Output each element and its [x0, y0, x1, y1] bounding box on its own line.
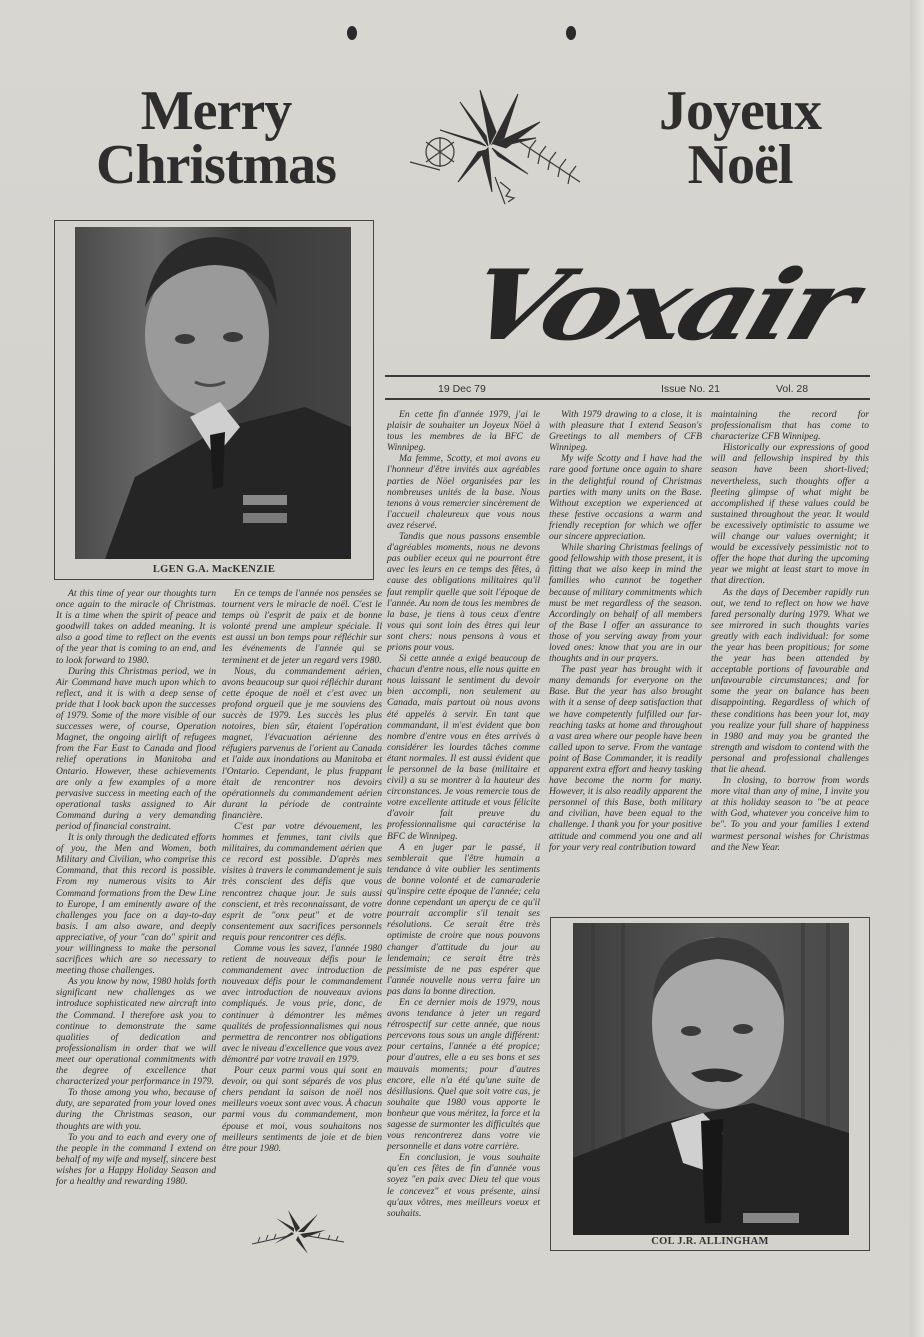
volume-number: Vol. 28 [776, 383, 809, 395]
article-paragraph: Pour ceux parmi vous qui sont en devoir, ou qui sont séparés de vos plus chers pendant la saison de noël nos meilleurs voeux sont avec vous. À chacun parmi vous du commandement, mon épouse et moi, vous souhaitons nos meilleurs sentiments de joie et de bien être pour 1980. [222, 1065, 382, 1154]
greeting-french-line2: Noël [687, 134, 793, 196]
photo-frame-mackenzie [54, 220, 374, 580]
article-paragraph: Tandis que nous passons ensemble d'agréables moments, nous ne devons pas oublier eceux qui ne pourront être avec les leurs en ce temps des fêtes, à cause des obligations militaires qu'il faut remplir quelle que soit l'époque de l'année. Au nom de tous les membres de la base, je tiens à tous ceux d'entre vous qui sont loin des êtres qui leur sont chers: nous pensons à vous et prions pour vous. [387, 531, 540, 653]
page-edge [910, 0, 924, 1337]
portrait-photo [573, 923, 849, 1235]
article-paragraph: En ce dernier mois de 1979, nous avons tendance à jeter un regard rétrospectif sur cette année, que nous percevons tous sous un angle différent: pour certains, l'année a été propice; pour d'autres, elle a eu ses bons et ses mauvais moments; pour d'autres encore, elle n'a été qu'une suite de désillusions. Quel que soit votre cas, je souhaite que 1980 vous apporte le bonheur que vous méritez, la force et la sagesse de surmonter les difficultés que vous rencontrerez dans votre vie personnelle et dans votre carrière. [387, 996, 540, 1153]
portrait-photo [75, 227, 351, 559]
article-paragraph: During this Christmas period, we in Air Command have much upon which to reflect, and it is with a deep sense of pride that I look back upon the successes of 1979. Some of the more visible of our successes were, of course, Operation Magnet, the ongoing airlift of refugees from the Far East to Canada and flood relief operations in Manitoba and Ontario. However, these achievements are only a few examples of a more pervasive success in meeting each of the operational tasks assigned to Air Command during a very demanding period of financial constraint. [56, 665, 216, 832]
greeting-french [640, 80, 840, 196]
article-mackenzie-french [222, 588, 382, 1154]
portrait-image-mackenzie [75, 227, 351, 559]
punch-hole [566, 26, 576, 40]
article-paragraph: To you and to each and every one of the people in the command I extend on behalf of my wife and myself, sincere best wishes for a Happy Holiday Season and for a healthy and rewarding 1980. [56, 1131, 216, 1187]
photo-caption: LGEN G.A. MacKENZIE [152, 564, 276, 575]
greeting-french-line1: Joyeux [659, 80, 821, 142]
article-paragraph: Comme vous les savez, l'année 1980 retient de nouveaux défis pour le commandement avec introduction de nouveaux défis pour le commandement avec introduction de nouveaux avions compliqués. Je vous prie, donc, de continuer à démontrer les mêmes qualités de professionnalismes qui nous permettra de rencontrer nos obligations avec le niveau d'excellence que vous avez démontré par votre travail en 1979. [222, 943, 382, 1065]
issue-date: 19 Dec 79 [438, 383, 486, 395]
article-paragraph: As you know by now, 1980 holds forth significant new challenges as we introduce sophisticated new aircraft into the Command. I therefore ask you to continue to demonstrate the same qualities of dedication and professionalism in order that we will meet our operational commitments with the degree of excellence that characterized your performance in 1979. [56, 976, 216, 1088]
article-paragraph: My wife Scotty and I have had the rare good fortune once again to share in the delightful round of Christmas parties with many units on the Base. Without exception we experienced at these festive occasions a warm and friendly reception for which we offer our sincere appreciation. [549, 453, 702, 543]
masthead [410, 222, 866, 367]
article-paragraph: Nous, du commandement aérien, avons beaucoup sur quoi réfléchir durant cette époque de noël et c'est avec un profond orgueil que je me souviens des succès de 1979. Les succès les plus notoires, bien sûr, étaient l'opération magnet, l'évacuation aérienne des réfugiers parvenus de l'orient au Canada et l'aide aux inondations au Manitoba et l'Ontario. Cependant, le plus frappant était de rencontrer nos devoirs opérationnels du commandement aérien durant la période de contrainte financière. [222, 665, 382, 821]
article-paragraph: En conclusion, je vous souhaite qu'en ces fêtes de fin d'année vous soyez "en paix avec Dieu tel que vous le concevez" et vous présente, ainsi qu'aux vôtres, mes meilleurs voeux et souhaits. [387, 1152, 540, 1219]
punch-hole [347, 26, 357, 40]
masthead-title: Voxair [451, 248, 866, 363]
article-paragraph: While sharing Christmas feelings of good fellowship with those present, it is fitting that we also keep in mind the families who cannot be together because of military commitments which must be met regardless of the season. Accordingly on behalf of all members of the Base I offer an assurance to those of you serving away from your loved ones: know that you are in our thoughts and in our prayers. [549, 542, 702, 665]
masthead-rule-top [385, 375, 870, 377]
photo-frame-allingham [550, 917, 870, 1251]
article-paragraph: The past year has brought with it many demands for everyone on the Base. But the year has also brought with it a sense of deep satisfaction that we have competently fulfilled our far-reaching tasks at home and throughout a vast area where our people have been called upon to serve. From the vantage point of Base Commander, it is readily apparent extra effort and heavy tasking have become the norm for many. However, it is also readily apparent the personnel of this Base, both military and civilian, have been equal to the challenge. I thank you for your positive attitude and commend you one and all for your very real contribution toward [549, 664, 702, 853]
greeting-english-line1: Merry [140, 80, 292, 142]
greeting-english [86, 80, 346, 196]
article-paragraph: En ce temps de l'année nos pensées se tournent vers le miracle de noël. C'est le temps où l'esprit de paix et de bonne volonté prend une ampleur spéciale. Il est aussi un bon temps pour réfléchir sur les événements de l'année qui se terminent et de jeter un regard vers 1980. [222, 588, 382, 666]
issue-number: Issue No. 21 [661, 383, 720, 395]
article-paragraph: C'est par votre dévouement, les hommes et femmes, tant civils que militaires, du commandement aérien que ce record est possible. D'après mes visites à travers le commandement je suis très conscient des défis que vous rencontrez chaque jour. Je suis aussi conscient, et très reconnaissant, de votre esprit de "onx peut" et de votre consentement aux sacrifices personnels requis pour rencontrer ces défis. [222, 820, 382, 943]
article-paragraph: Si cette année a exigé beaucoup de chacun d'entre nous, elle nous quitte en nous laissant le sentiment du devoir bien accompli, non seulement au Canada, mais partout où nous avons été appelés à servir. En tant que commandant, il m'est évident que bon nombre d'entre vous en êtes arrivés à considérer les lourdes tâches comme étant normales. Il est aussi évident que le personnel de la base (militaire et civil) a su se montrer à la hauteur des circonstances. Je vous remercie tous de votre excellente attitude et vous félicite d'avoir fait preuve du professionnalisme qui caractérise la BFC de Winnipeg. [387, 653, 540, 842]
article-paragraph: As the days of December rapidly run out, we tend to reflect on how we have fared personally during 1979. What we see mirrored in such thoughts varies greatly with each individual: for some the year has been propitious; for some the year has been attended by acceptable portions of favourable and unfavourable circumstances; and for some the year on balance has been disappointing. Regardless of which of these conditions has been your lot, may you realize your full share of happiness in 1980 and may you be granted the strength and wisdom to contend with the personal and professional challenges that lie ahead. [711, 586, 869, 775]
article-paragraph: At this time of year our thoughts turn once again to the miracle of Christmas. It is a time when the spirit of peace and goodwill takes on added meaning. It is also a good time to reflect on the events of the year that is coming to an end, and to look forward to 1980. [56, 588, 216, 666]
article-paragraph: A en juger par le passé, il semblerait que l'être humain a tendance à vite oublier les sentiments de bonne volonté et de camaraderie qu'inspire cette époque de l'année; cela donne cependant un aperçu de ce qu'il pourrait accomplir s'il tenait ses résolutions. Ce serait être très optimiste de croire que nous pouvons changer d'attitude du jour au lendemain; ce serait être très pessimiste de ne pas espérer que l'année nouvelle nous verra faire un pas dans la bonne direction. [387, 841, 540, 997]
greeting-english-line2: Christmas [96, 134, 336, 196]
article-paragraph: It is only through the dedicated efforts of you, the Men and Women, both Military and Civilian, who comprise this Command, that this record is possible. From my numerous visits to Air Command formations from the Dew Line to Europe, I am eminently aware of the challenges you face on a day-to-day basis. I am also aware, and deeply appreciative, of your "can do" spirit and your willingness to make the personal sacrifices which are so necessary to meeting those challenges. [56, 832, 216, 977]
portrait-image-allingham [573, 923, 849, 1235]
photo-caption: COL J.R. ALLINGHAM [651, 1236, 769, 1247]
poinsettia-icon [400, 82, 590, 207]
article-paragraph: En cette fin d'année 1979, j'ai le plaisir de souhaiter un Joyeux Nöel à tous les membres de la BFC de Winnipeg. [387, 409, 540, 454]
article-paragraph: maintaining the record for professionalism that has come to characterize CFB Winnipeg. [711, 409, 869, 443]
article-allingham-french [387, 409, 540, 1219]
article-allingham-english-part1 [549, 409, 702, 853]
article-paragraph: Ma femme, Scotty, et moi avons eu l'honneur d'être invités aux agréables parties de Nöel organisées par les nombreuses unités de la base. Nous tenons à vous remercier sincèrement de l'accueil chaleureux que vous nous avez réservé. [387, 453, 540, 531]
article-mackenzie-english [56, 588, 216, 1187]
article-paragraph: With 1979 drawing to a close, it is with pleasure that I extend Season's Greetings to all members of CFB Winnipeg. [549, 409, 702, 454]
article-paragraph: In closing, to borrow from words more vital than any of mine, I invite you at this holiday season to "be at peace with God, whatever you conceive him to be". To you and your families I extend warmest personal wishes for Christmas and the New Year. [711, 775, 869, 853]
article-paragraph: To those among you who, because of duty, are separated from your loved ones during the Christmas season, our thoughts are with you. [56, 1087, 216, 1132]
article-paragraph: Historically our expressions of good will and fellowship inspired by this season have been short-lived; nevertheless, such thoughts offer a fleeting glimpse of what might be accomplished if these values could be sustained throughout the year. It would be excessively optimistic to assume we will change our values overnight; it would be excessively pessimistic not to offer the hope that during the upcoming year we might at least start to move in that direction. [711, 442, 869, 587]
masthead-rule-bottom [385, 398, 870, 400]
poinsettia-icon [248, 1208, 348, 1258]
article-allingham-english-part2 [711, 409, 869, 853]
